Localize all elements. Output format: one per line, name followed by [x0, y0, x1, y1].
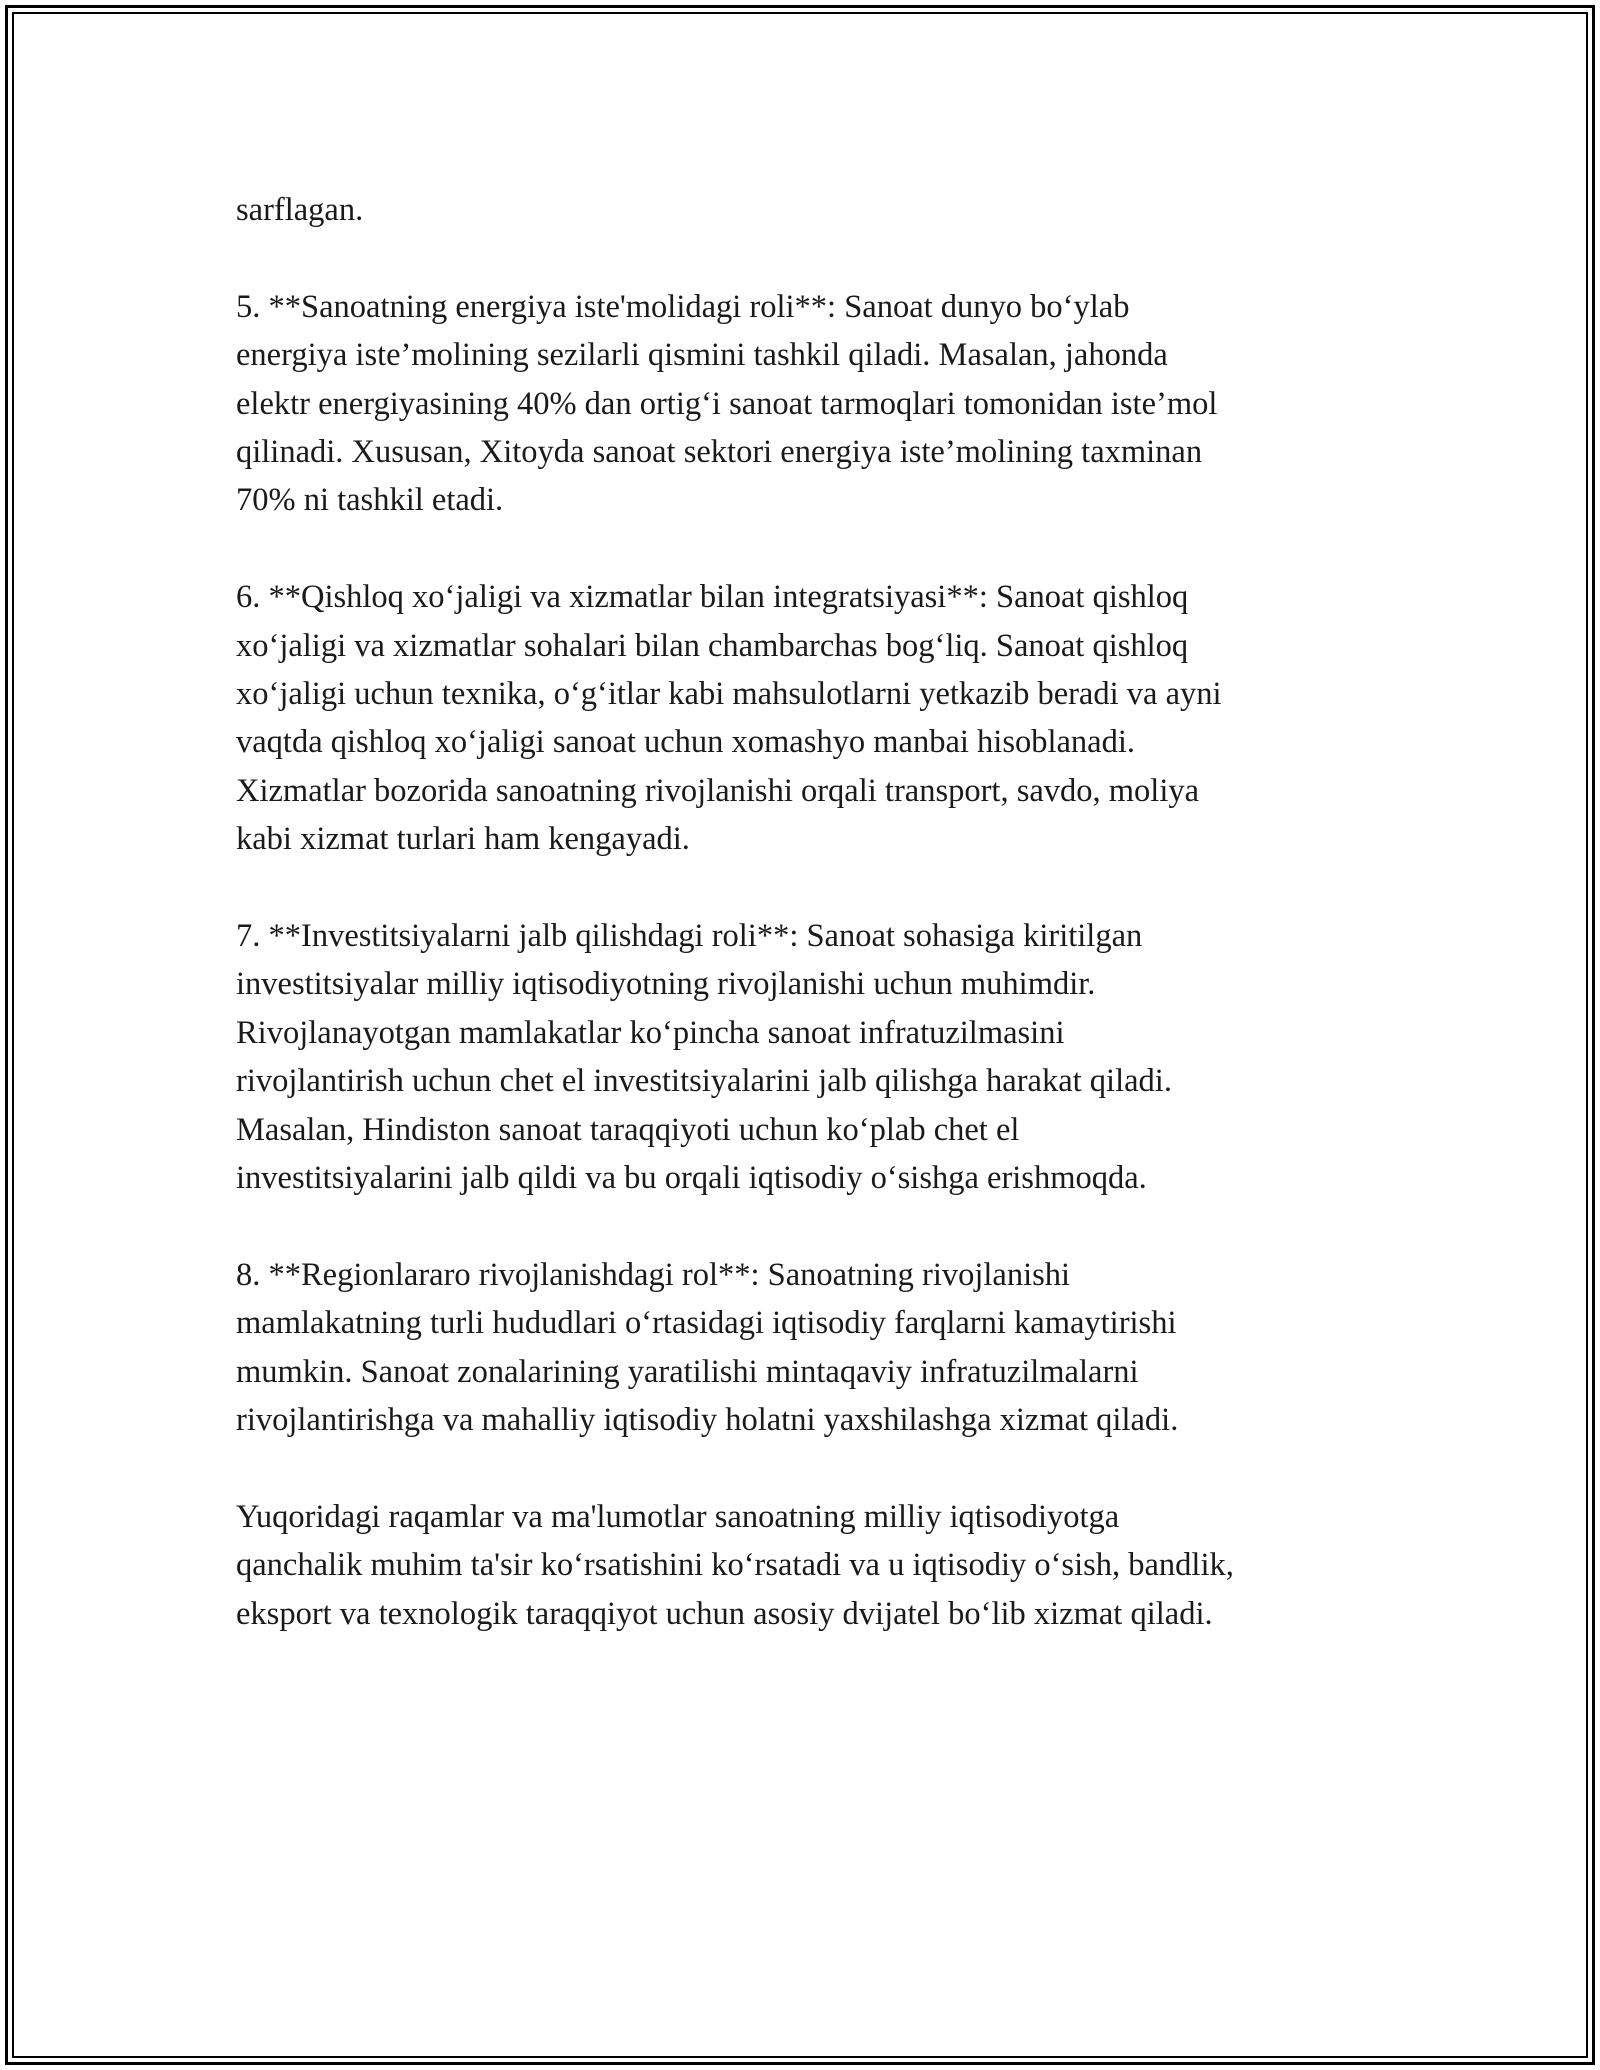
text-line: investitsiyalarini jalb qildi va bu orqali iqtisodiy o‘sishga erishmoqda. [236, 1160, 1147, 1197]
paragraph-continuation [236, 186, 1386, 234]
text-line: rivojlantirishga va mahalliy iqtisodiy holatni yaxshilashga xizmat qiladi. [236, 1402, 1179, 1439]
text-line: kabi xizmat turlari ham kengayadi. [236, 821, 690, 858]
text-line: eksport va texnologik taraqqiyot uchun asosiy dvijatel bo‘lib xizmat qiladi. [236, 1595, 1213, 1632]
paragraph-item-5 [236, 283, 1386, 525]
paragraph-item-6 [236, 573, 1386, 863]
document-body [236, 186, 1386, 1687]
text-line: mumkin. Sanoat zonalarining yaratilishi mintaqaviy infratuzilmalarni [236, 1353, 1139, 1390]
text-line: qilinadi. Xususan, Xitoyda sanoat sektori energiya iste’molining taxminan [236, 434, 1203, 471]
paragraph-conclusion [236, 1493, 1386, 1638]
text-line: 6. **Qishloq xo‘jaligi va xizmatlar bilan integratsiyasi**: Sanoat qishloq [236, 579, 1189, 616]
text-line: 70% ni tashkil etadi. [236, 482, 504, 519]
text-line: Rivojlanayotgan mamlakatlar ko‘pincha sanoat infratuzilmasini [236, 1014, 1065, 1051]
text-line: xo‘jaligi uchun texnika, o‘g‘itlar kabi mahsulotlarni yetkazib beradi va ayni [236, 676, 1222, 713]
text-line: Yuqoridagi raqamlar va ma'lumotlar sanoatning milliy iqtisodiyotga [236, 1498, 1120, 1535]
text-line: 7. **Investitsiyalarni jalb qilishdagi roli**: Sanoat sohasiga kiritilgan [236, 918, 1143, 955]
text-line: energiya iste’molining sezilarli qismini tashkil qiladi. Masalan, jahonda [236, 337, 1168, 374]
text-line: mamlakatning turli hududlari o‘rtasidagi iqtisodiy farqlarni kamaytirishi [236, 1305, 1177, 1342]
paragraph-item-7 [236, 912, 1386, 1202]
text-line: xo‘jaligi va xizmatlar sohalari bilan chambarchas bog‘liq. Sanoat qishloq [236, 627, 1189, 664]
text-line: 5. **Sanoatning energiya iste'molidagi roli**: Sanoat dunyo bo‘ylab [236, 288, 1130, 325]
text-line: Xizmatlar bozorida sanoatning rivojlanishi orqali transport, savdo, moliya [236, 772, 1200, 809]
text-line: vaqtda qishloq xo‘jaligi sanoat uchun xomashyo manbai hisoblanadi. [236, 724, 1136, 761]
text-line: elektr energiyasining 40% dan ortig‘i sanoat tarmoqlari tomonidan iste’mol [236, 385, 1218, 422]
text-line: qanchalik muhim ta'sir ko‘rsatishini ko‘rsatadi va u iqtisodiy o‘sish, bandlik, [236, 1547, 1234, 1584]
text-line: sarflagan. [236, 192, 364, 228]
text-line: investitsiyalar milliy iqtisodiyotning rivojlanishi uchun muhimdir. [236, 966, 1096, 1003]
text-line: rivojlantirish uchun chet el investitsiyalarini jalb qilishga harakat qiladi. [236, 1063, 1172, 1100]
text-line: 8. **Regionlararo rivojlanishdagi rol**: Sanoatning rivojlanishi [236, 1256, 1071, 1293]
text-line: Masalan, Hindiston sanoat taraqqiyoti uchun ko‘plab chet el [236, 1111, 1020, 1148]
paragraph-item-8 [236, 1251, 1386, 1445]
